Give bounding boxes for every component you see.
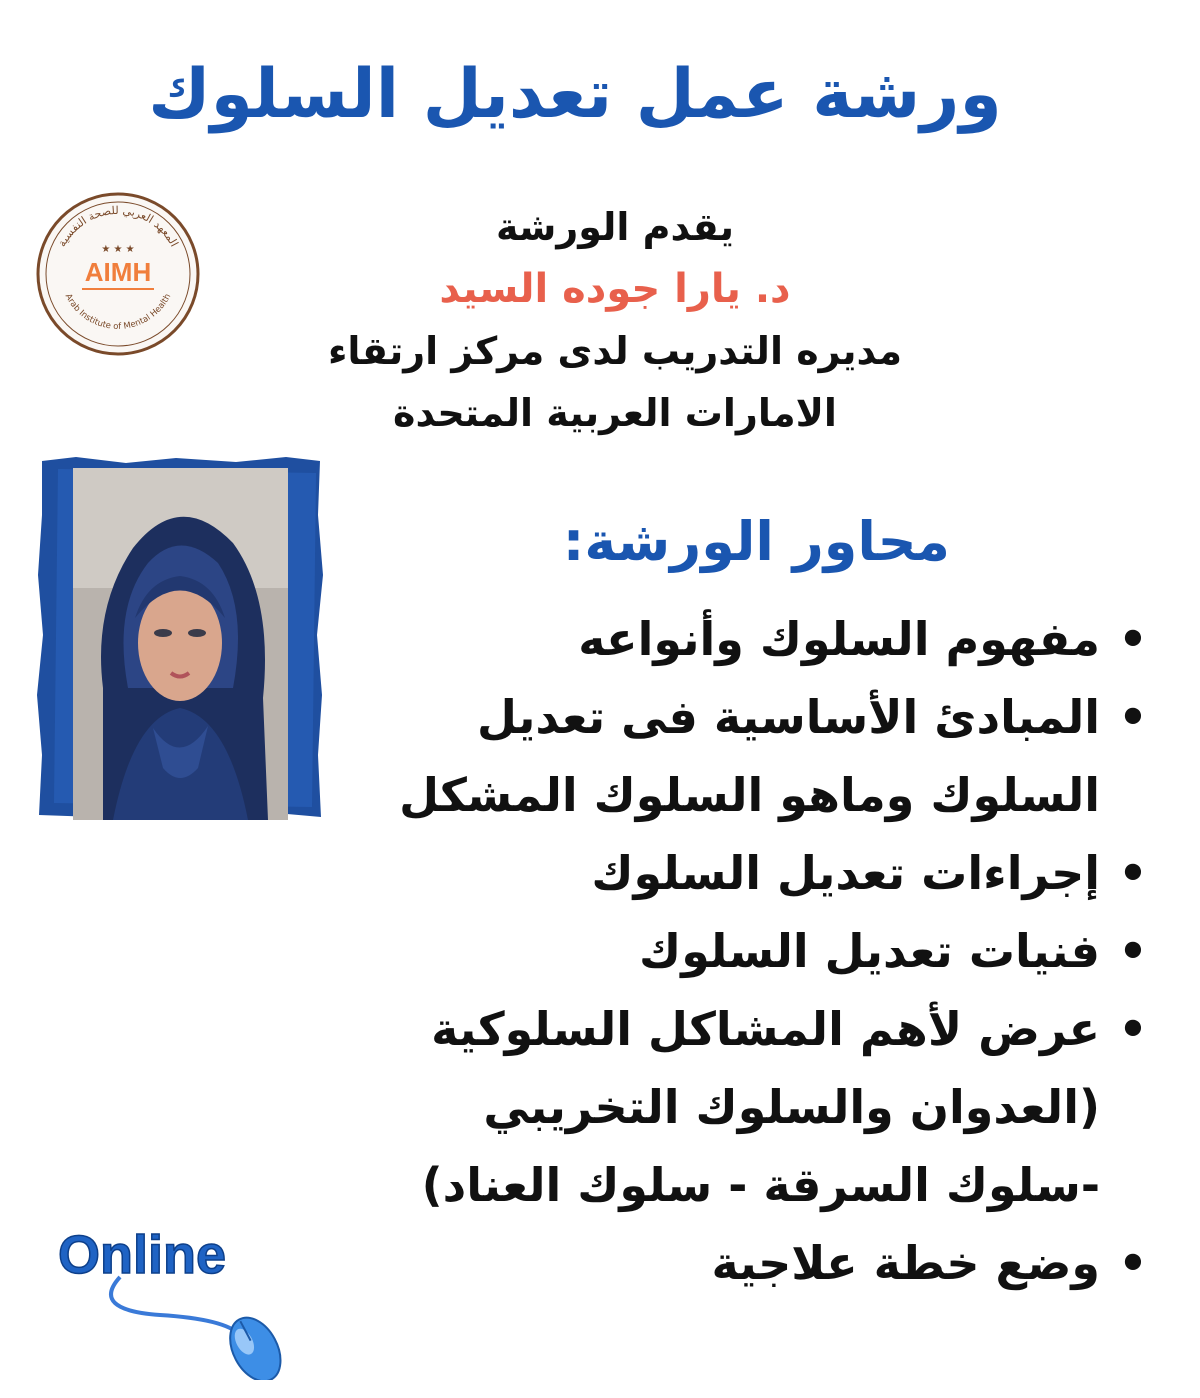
topic-text: المبادئ الأساسية فى تعديل السلوك وماهو السلوك المشكل bbox=[399, 690, 1100, 822]
topic-item bbox=[328, 600, 1148, 678]
logo-acronym: AIMH bbox=[84, 257, 152, 287]
bullet-icon: • bbox=[1118, 846, 1148, 900]
topic-item bbox=[328, 990, 1148, 1224]
topic-text: فنيات تعديل السلوك bbox=[639, 924, 1100, 978]
topic-item bbox=[328, 834, 1148, 912]
logo-arabic-name: المعهد العربي للصحة النفسية bbox=[55, 203, 181, 249]
bullet-icon: • bbox=[1118, 690, 1148, 744]
mouse-cable bbox=[111, 1277, 240, 1335]
topics-list bbox=[328, 600, 1148, 1302]
presenter-role-line2: الامارات العربية المتحدة bbox=[393, 391, 837, 435]
bullet-icon: • bbox=[1118, 612, 1148, 666]
aimh-logo bbox=[32, 188, 204, 360]
bullet-icon: • bbox=[1118, 1236, 1148, 1290]
topic-item bbox=[328, 912, 1148, 990]
page-title: ورشة عمل تعديل السلوك bbox=[148, 55, 1002, 134]
topics-heading: محاور الورشة: bbox=[562, 510, 950, 573]
logo-english-name: Arab Institute of Mental Health bbox=[62, 292, 174, 332]
topic-text: وضع خطة علاجية bbox=[711, 1236, 1100, 1290]
presenter-name: د. يارا جوده السيد bbox=[439, 266, 791, 312]
presenter-block bbox=[230, 196, 1000, 444]
presenter-label: يقدم الورشة bbox=[495, 205, 735, 249]
logo-stars: ★ ★ ★ bbox=[101, 244, 135, 255]
online-text: Online bbox=[58, 1225, 227, 1285]
topic-text: إجراءات تعديل السلوك bbox=[591, 846, 1100, 900]
topic-item bbox=[328, 678, 1148, 834]
topic-item bbox=[328, 1224, 1148, 1302]
topic-text: مفهوم السلوك وأنواعه bbox=[578, 612, 1100, 666]
bullet-icon: • bbox=[1118, 924, 1148, 978]
mouse-icon bbox=[220, 1309, 291, 1380]
topic-text: عرض لأهم المشاكل السلوكية (العدوان والسلوك التخريبي -سلوك السرقة - سلوك العناد) bbox=[421, 1002, 1100, 1212]
bullet-icon: • bbox=[1118, 1002, 1148, 1056]
online-badge bbox=[50, 1215, 310, 1380]
presenter-role-line1: مديره التدريب لدى مركز ارتقاء bbox=[327, 329, 903, 373]
